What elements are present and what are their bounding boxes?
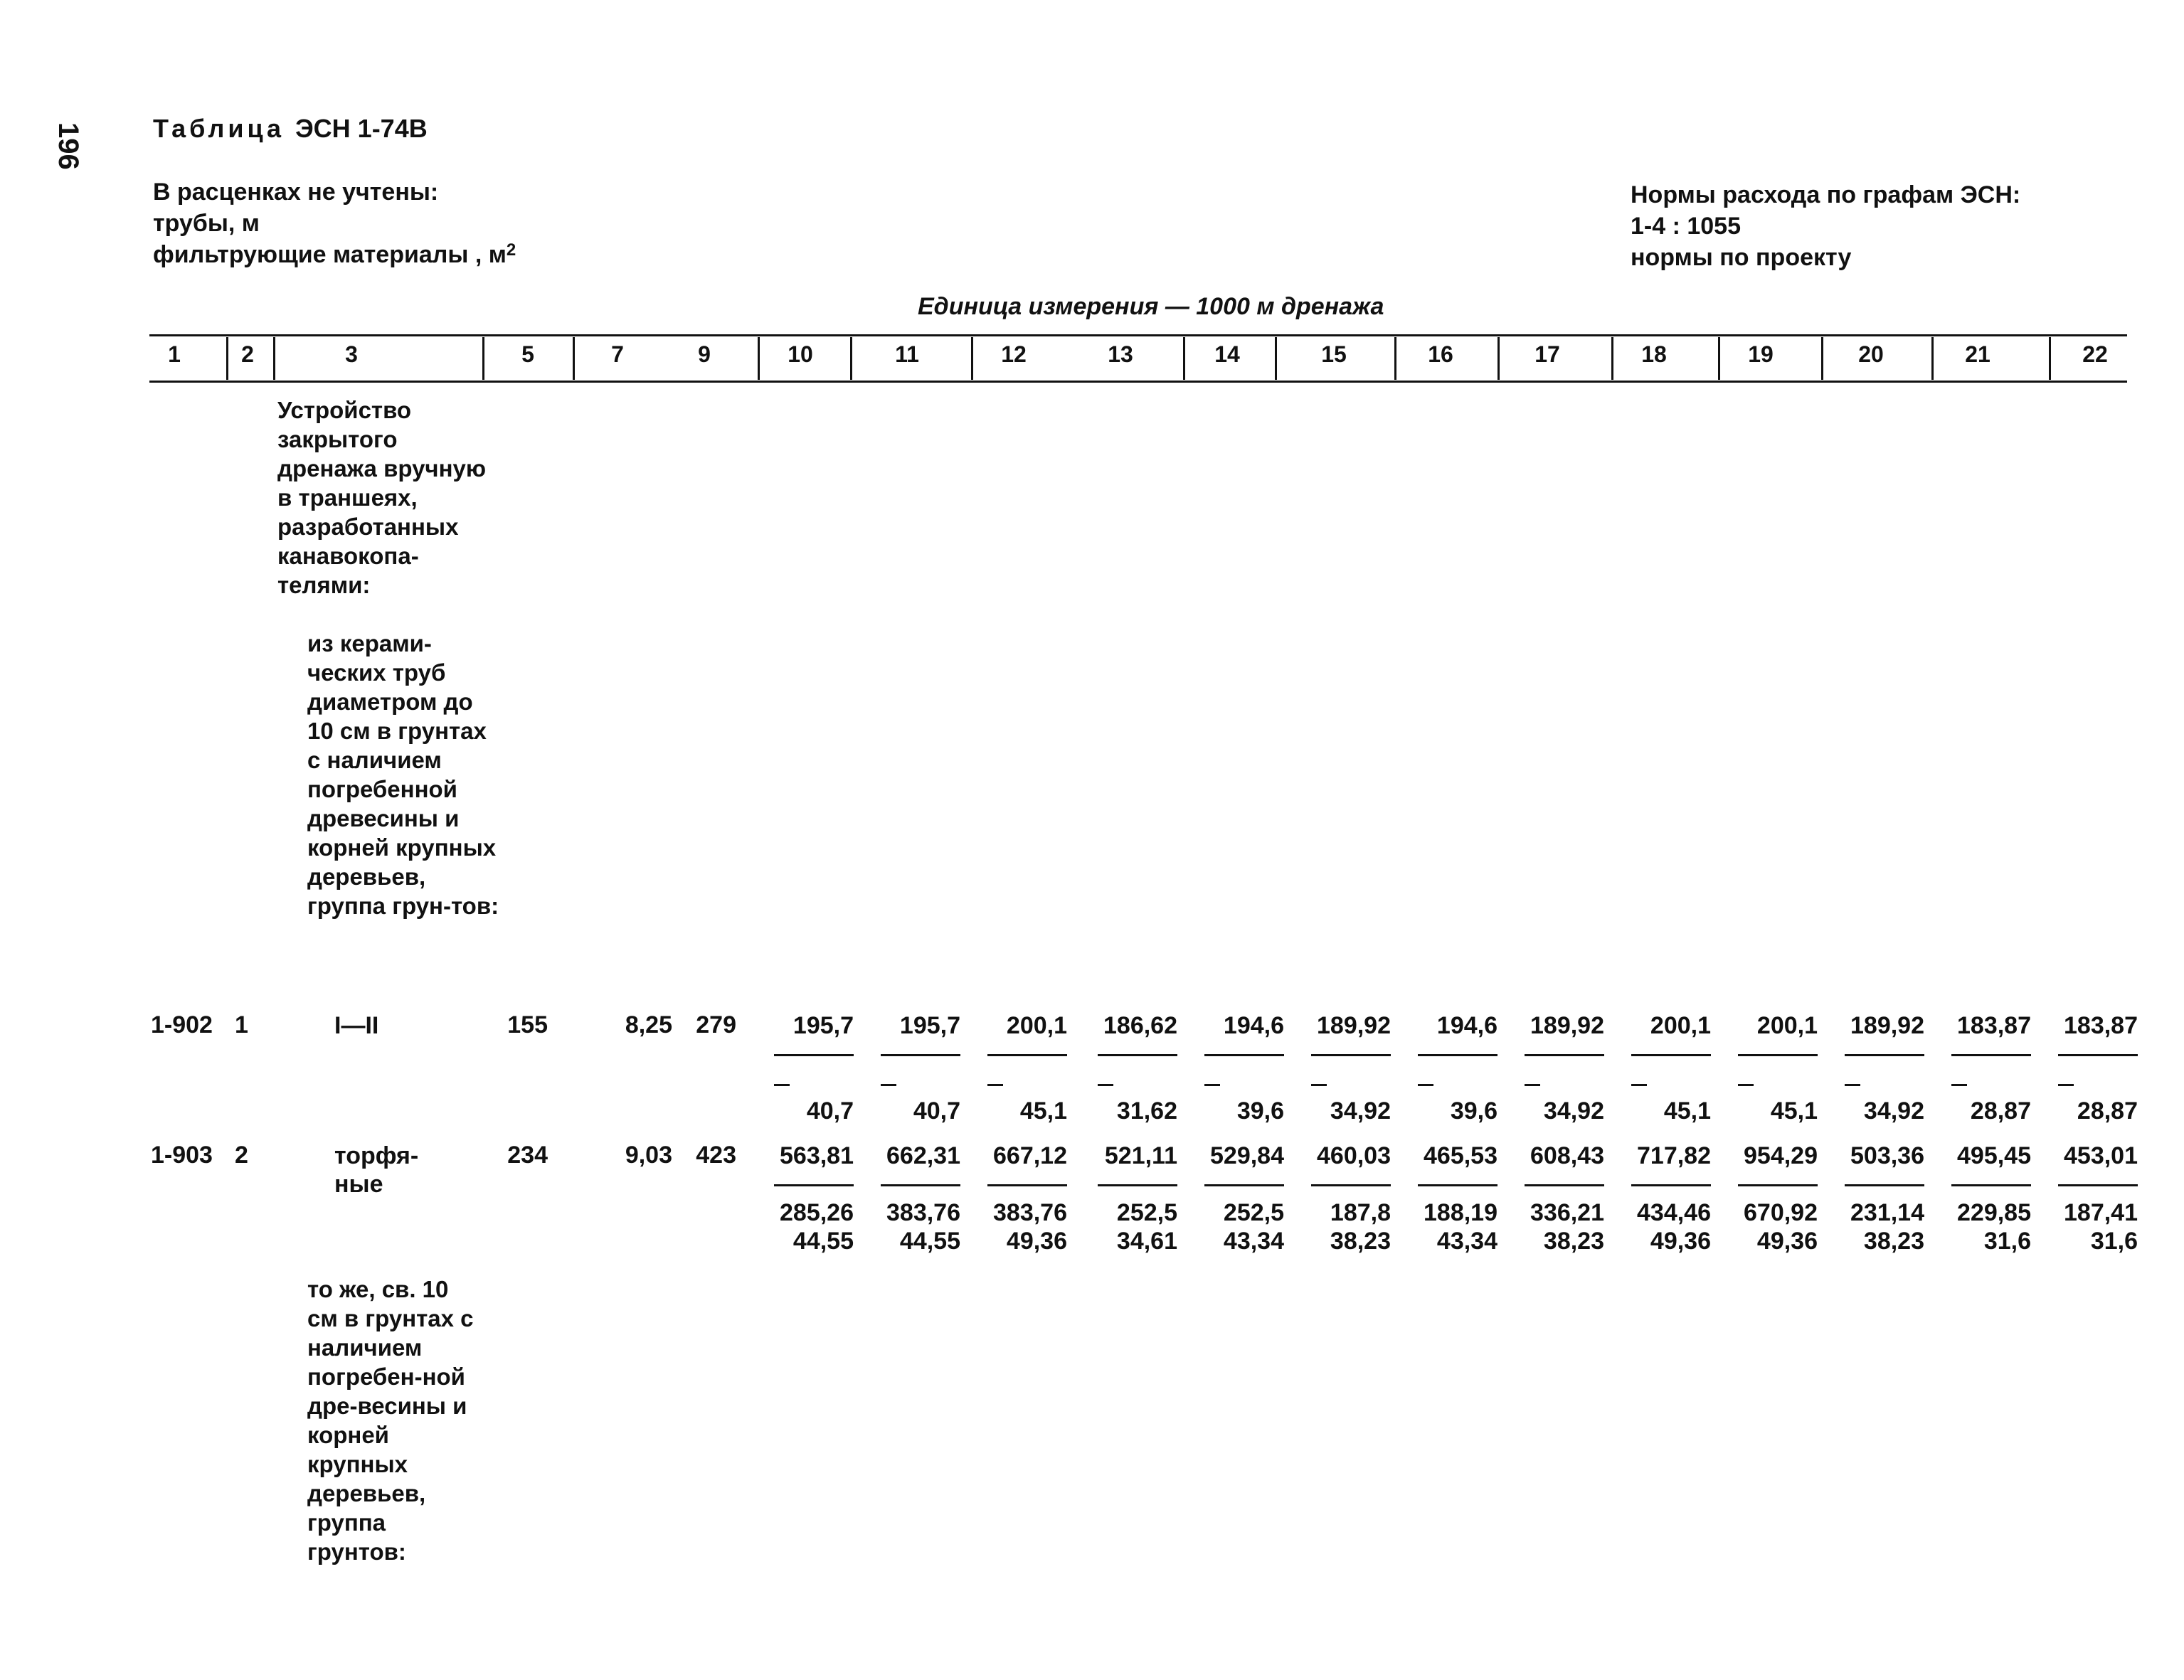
price-cell [1200,1011,1284,1125]
fraction-rule [1307,1170,1391,1198]
column-separator [758,337,760,380]
price-component: 28,87 [2077,1097,2138,1125]
price-component: 40,7 [806,1097,854,1125]
fraction-dash [2054,1068,2138,1097]
price-component-extra: 49,36 [1650,1228,1711,1255]
price-component: 39,6 [1450,1097,1497,1125]
price-cell [1947,1011,2031,1125]
price-component-extra: 38,23 [1330,1228,1391,1255]
fraction-rule [1627,1170,1711,1198]
price-component-extra: 38,23 [1543,1228,1604,1255]
column-header-22: 22 [2082,341,2108,367]
fraction-rule [1093,1170,1177,1198]
fraction-rule [1840,1040,1924,1068]
title-word: Таблица [153,114,285,143]
fraction-dash [1414,1068,1497,1097]
cell-col-5: 155 [507,1011,548,1038]
price-total: 186,62 [1103,1012,1177,1039]
price-component-extra: 43,34 [1223,1228,1284,1255]
column-header-15: 15 [1321,341,1347,367]
price-total: 194,6 [1223,1012,1284,1039]
fraction-rule [1093,1040,1177,1068]
price-cell [1520,1142,1604,1255]
fraction-dash [1947,1068,2031,1097]
price-component: 187,41 [2064,1199,2138,1226]
price-component-extra: 38,23 [1863,1228,1924,1255]
price-total: 495,45 [1957,1142,2031,1169]
price-component: 45,1 [1663,1097,1711,1125]
column-header-3: 3 [345,341,358,367]
price-total: 200,1 [1756,1012,1818,1039]
row-number: 1 [235,1011,248,1038]
column-header-17: 17 [1534,341,1560,367]
price-component-extra: 49,36 [1756,1228,1818,1255]
price-component: 252,5 [1223,1199,1284,1226]
column-separator [1611,337,1613,380]
note-line-3: фильтрующие материалы , $м^2$ [153,240,516,268]
price-component: 188,19 [1424,1199,1497,1226]
column-separator [2049,337,2051,380]
note-line-1: В расценках не учтены: [153,179,439,206]
column-header-2: 2 [241,341,254,367]
norms-line-2: 1-4 : 1055 [1631,213,1741,240]
norms-line-3: нормы по проекту [1631,244,1852,271]
row-code: 1-902 [151,1011,213,1038]
price-cell [876,1142,960,1255]
column-header-10: 10 [788,341,813,367]
fraction-rule [2054,1170,2138,1198]
fraction-dash [770,1068,854,1097]
price-total: 954,29 [1744,1142,1818,1169]
fraction-rule [983,1170,1067,1198]
cell-col-9: 279 [696,1011,736,1038]
price-total: 183,87 [2064,1012,2138,1039]
table-title [153,114,428,144]
column-separator [226,337,228,380]
price-cell [1734,1142,1818,1255]
consumption-norms-note [1631,179,2020,273]
price-cell [1840,1011,1924,1125]
column-separator [1394,337,1396,380]
fraction-rule [1947,1040,2031,1068]
row-name: торфя-ные [334,1142,419,1198]
cell-col-9: 423 [696,1142,736,1169]
fraction-dash [1307,1068,1391,1097]
price-component: 285,26 [780,1199,854,1226]
price-total: 563,81 [780,1142,854,1169]
price-total: 662,31 [886,1142,960,1169]
fraction-rule [770,1170,854,1198]
column-header-12: 12 [1001,341,1027,367]
price-total: 465,53 [1424,1142,1497,1169]
price-cell [876,1011,960,1125]
unit-of-measure: Единица измерения — 1000 м дренажа [918,293,1384,320]
price-total: 195,7 [899,1012,960,1039]
column-separator [1183,337,1185,380]
row-code: 1-903 [151,1142,213,1169]
fraction-rule [1307,1040,1391,1068]
column-separator [850,337,852,380]
column-header-19: 19 [1748,341,1774,367]
cell-col-5: 234 [507,1142,548,1169]
price-cell [2054,1142,2138,1255]
column-header-1: 1 [168,341,181,367]
fraction-dash [1093,1068,1177,1097]
price-component: 336,21 [1530,1199,1604,1226]
price-total: 189,92 [1530,1012,1604,1039]
price-component: 34,92 [1863,1097,1924,1125]
excluded-items-note [153,176,516,270]
price-cell [983,1011,1067,1125]
price-component: 39,6 [1236,1097,1284,1125]
cell-col-7: 9,03 [625,1142,672,1169]
section2-subtitle: то же, св. 10 см в грунтах с наличием погребен-ной дре-весины и корней крупных деревьев, группа грунтов: [307,1276,474,1565]
price-component: 252,5 [1116,1199,1177,1226]
price-component: 28,87 [1970,1097,2031,1125]
fraction-rule [1947,1170,2031,1198]
price-total: 189,92 [1317,1012,1391,1039]
price-cell [1840,1142,1924,1255]
column-separator [573,337,575,380]
title-code: ЭСН 1-74В [295,114,428,143]
fraction-rule [1840,1170,1924,1198]
cell-col-7: 8,25 [625,1011,672,1038]
price-total: 200,1 [1006,1012,1067,1039]
price-cell [1200,1142,1284,1255]
fraction-dash [983,1068,1067,1097]
price-cell [770,1142,854,1255]
price-component: 434,46 [1637,1199,1711,1226]
fraction-rule [2054,1040,2138,1068]
price-component: 383,76 [993,1199,1067,1226]
fraction-dash [1734,1068,1818,1097]
fraction-rule [1734,1040,1818,1068]
fraction-rule [1520,1170,1604,1198]
fraction-rule [876,1040,960,1068]
fraction-rule [983,1040,1067,1068]
column-header-20: 20 [1858,341,1884,367]
price-cell [1307,1142,1391,1255]
column-header-9: 9 [698,341,711,367]
note-line-2: трубы, м [153,210,260,237]
column-header-13: 13 [1108,341,1133,367]
column-header-11: 11 [895,341,919,367]
row-number: 2 [235,1142,248,1169]
price-component: 229,85 [1957,1199,2031,1226]
price-total: 503,36 [1850,1142,1924,1169]
column-separator [482,337,484,380]
fraction-dash [876,1068,960,1097]
price-component-extra: 34,61 [1116,1228,1177,1255]
price-total: 667,12 [993,1142,1067,1169]
price-cell [2054,1011,2138,1125]
price-cell [1093,1011,1177,1125]
fraction-rule [1200,1170,1284,1198]
column-header-16: 16 [1428,341,1453,367]
price-cell [1307,1011,1391,1125]
column-separator [1931,337,1934,380]
price-total: 195,7 [793,1012,854,1039]
price-component: 40,7 [913,1097,960,1125]
fraction-rule [1627,1040,1711,1068]
price-component-extra: 49,36 [1006,1228,1067,1255]
price-component: 34,92 [1330,1097,1391,1125]
price-component-extra: 44,55 [793,1228,854,1255]
header-bottom-rule [149,381,2127,383]
price-component: 45,1 [1770,1097,1818,1125]
price-cell [983,1142,1067,1255]
section-subtitle: из керами-ческих труб диаметром до 10 см в грунтах с наличием погребенной древесины и корней крупных деревьев, группа грун-тов: [307,630,499,919]
column-separator [971,337,973,380]
fraction-dash [1840,1068,1924,1097]
price-component-extra: 31,6 [1983,1228,2031,1255]
fraction-rule [1414,1040,1497,1068]
fraction-rule [1734,1170,1818,1198]
price-total: 453,01 [2064,1142,2138,1169]
price-component: 45,1 [1019,1097,1067,1125]
fraction-dash [1627,1068,1711,1097]
price-cell [1627,1011,1711,1125]
price-total: 460,03 [1317,1142,1391,1169]
price-total: 521,11 [1104,1142,1177,1169]
price-component: 231,14 [1850,1199,1924,1226]
price-total: 529,84 [1210,1142,1284,1169]
price-total: 194,6 [1436,1012,1497,1039]
column-header-7: 7 [611,341,624,367]
price-total: 189,92 [1850,1012,1924,1039]
fraction-rule [1200,1040,1284,1068]
price-component: 383,76 [886,1199,960,1226]
price-total: 608,43 [1530,1142,1604,1169]
price-cell [1414,1142,1497,1255]
column-separator [273,337,275,380]
page-number: 196 [53,122,84,170]
price-component-extra: 31,6 [2090,1228,2138,1255]
column-header-14: 14 [1214,341,1240,367]
price-cell [1734,1011,1818,1125]
column-separator [1497,337,1500,380]
price-cell [1947,1142,2031,1255]
price-cell [770,1011,854,1125]
column-header-18: 18 [1641,341,1667,367]
fraction-rule [770,1040,854,1068]
price-component-extra: 43,34 [1436,1228,1497,1255]
header-top-rule [149,334,2127,336]
price-component: 34,92 [1543,1097,1604,1125]
price-cell [1414,1011,1497,1125]
price-cell [1093,1142,1177,1255]
fraction-dash [1200,1068,1284,1097]
row-name: I—II [334,1012,379,1039]
price-total: 183,87 [1957,1012,2031,1039]
price-cell [1520,1011,1604,1125]
price-component: 31,62 [1116,1097,1177,1125]
column-header-5: 5 [521,341,534,367]
price-total: 200,1 [1650,1012,1711,1039]
fraction-dash [1520,1068,1604,1097]
column-separator [1718,337,1720,380]
price-total: 717,82 [1637,1142,1711,1169]
price-component: 187,8 [1330,1199,1391,1226]
column-separator [1821,337,1823,380]
price-component: 670,92 [1744,1199,1818,1226]
column-separator [1275,337,1277,380]
fraction-rule [1414,1170,1497,1198]
price-cell [1627,1142,1711,1255]
fraction-rule [1520,1040,1604,1068]
column-header-21: 21 [1965,341,1990,367]
price-component-extra: 44,55 [899,1228,960,1255]
section-description: Устройство закрытого дренажа вручную в траншеях, разработанных канавокопа-телями: [277,397,487,598]
norms-line-1: Нормы расхода по графам ЭСН: [1631,181,2021,208]
fraction-rule [876,1170,960,1198]
